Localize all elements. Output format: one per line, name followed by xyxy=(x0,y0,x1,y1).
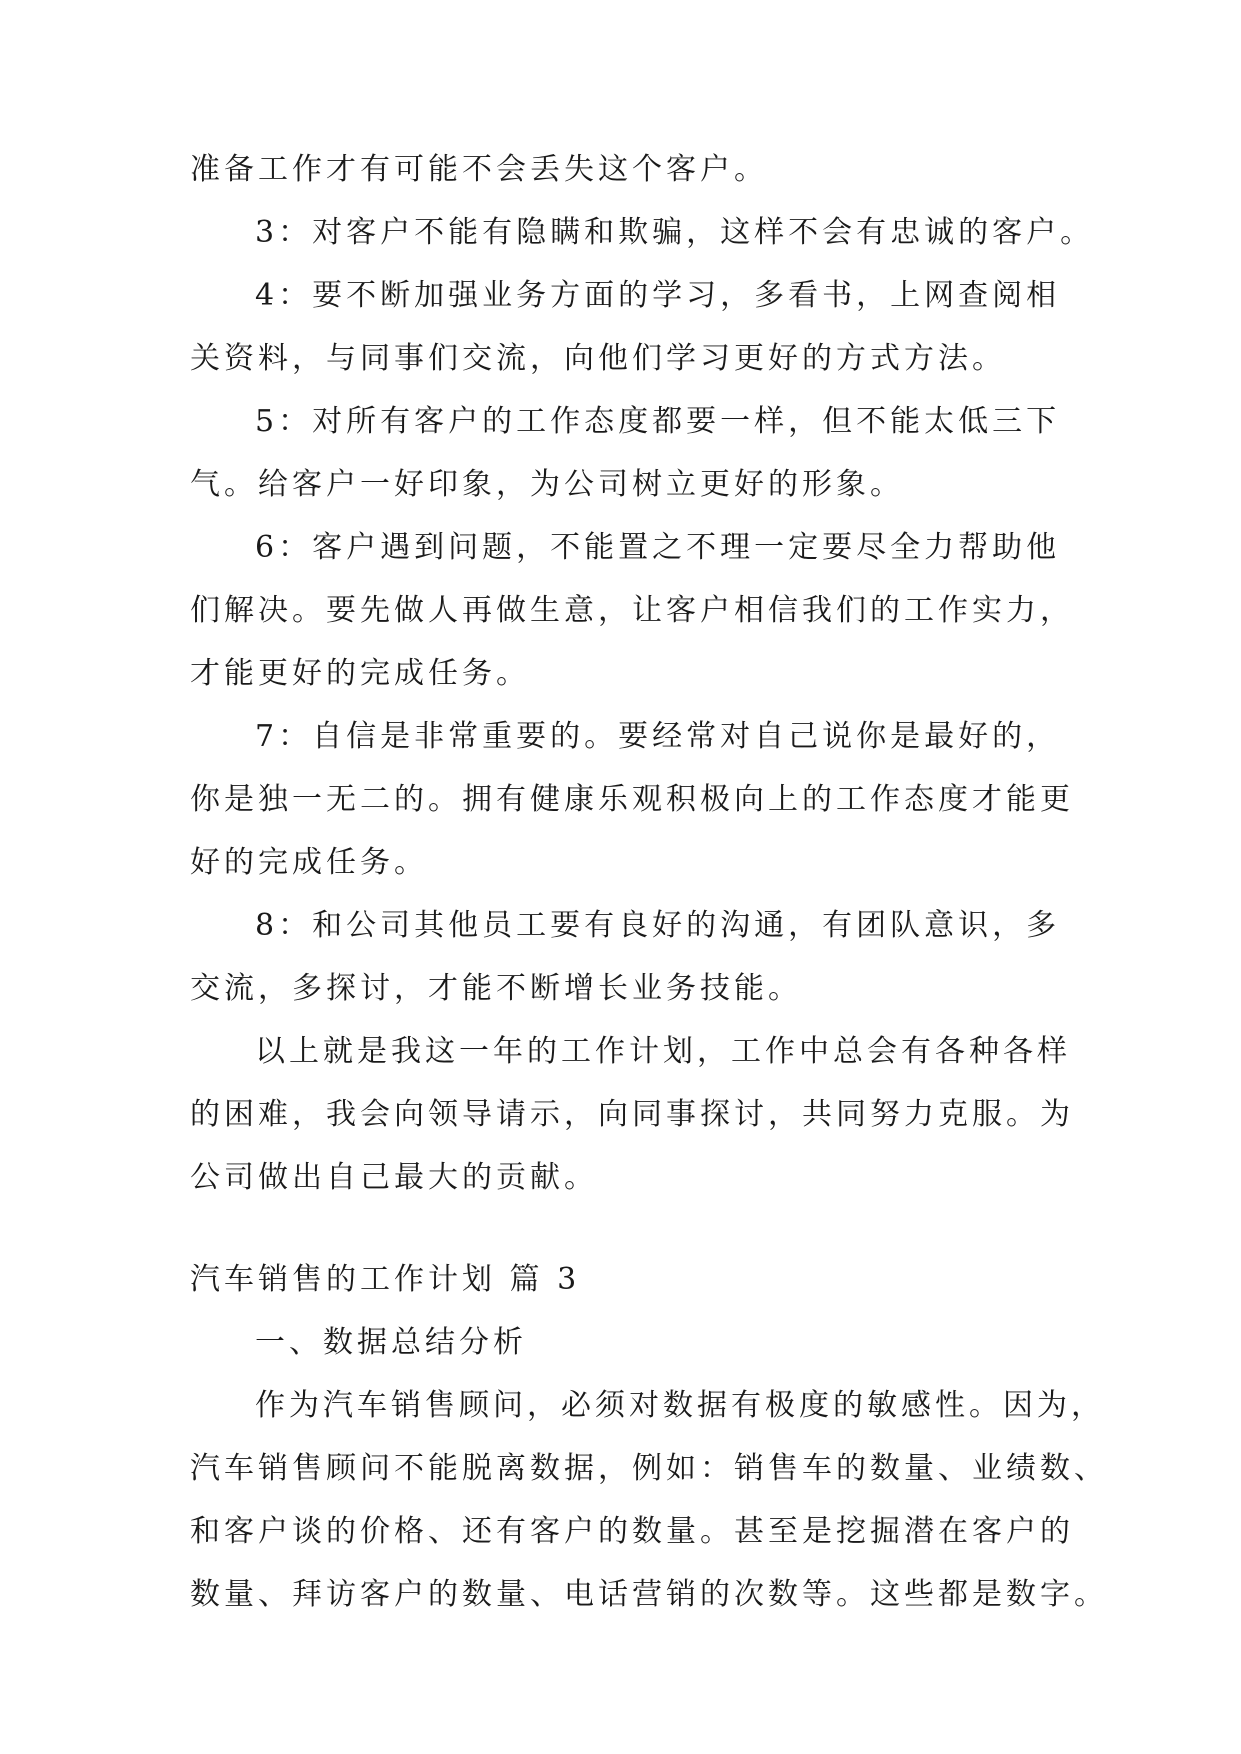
list-item-8: 8：和公司其他员工要有良好的沟通，有团队意识，多 xyxy=(255,908,1061,943)
paragraph-line: 好的完成任务。 xyxy=(190,845,428,880)
paragraph-line: 气。给客户一好印象，为公司树立更好的形象。 xyxy=(190,467,904,502)
list-item-5: 5：对所有客户的工作态度都要一样，但不能太低三下 xyxy=(255,404,1061,439)
paragraph-line: 汽车销售顾问不能脱离数据，例如：销售车的数量、业绩数、 xyxy=(190,1451,1108,1486)
paragraph-line: 才能更好的完成任务。 xyxy=(190,656,530,691)
paragraph-line: 和客户谈的价格、还有客户的数量。甚至是挖掘潜在客户的 xyxy=(190,1514,1074,1549)
paragraph-line: 公司做出自己最大的贡献。 xyxy=(190,1160,598,1195)
subsection-heading: 一、数据总结分析 xyxy=(255,1325,527,1360)
paragraph-line: 的困难，我会向领导请示，向同事探讨，共同努力克服。为 xyxy=(190,1097,1074,1132)
list-item-6: 6：客户遇到问题，不能置之不理一定要尽全力帮助他 xyxy=(255,530,1061,565)
closing-paragraph: 以上就是我这一年的工作计划，工作中总会有各种各样 xyxy=(255,1034,1071,1069)
list-item-3: 3：对客户不能有隐瞒和欺骗，这样不会有忠诚的客户。 xyxy=(255,215,1095,250)
paragraph-line: 你是独一无二的。拥有健康乐观积极向上的工作态度才能更 xyxy=(190,782,1074,817)
paragraph-line: 关资料，与同事们交流，向他们学习更好的方式方法。 xyxy=(190,341,1006,376)
list-item-4: 4：要不断加强业务方面的学习，多看书，上网查阅相 xyxy=(255,278,1061,313)
paragraph-line: 们解决。要先做人再做生意，让客户相信我们的工作实力， xyxy=(190,593,1074,628)
list-item-7: 7：自信是非常重要的。要经常对自己说你是最好的， xyxy=(255,719,1061,754)
paragraph-line: 数量、拜访客户的数量、电话营销的次数等。这些都是数字。 xyxy=(190,1577,1108,1612)
section-heading: 汽车销售的工作计划 篇 3 xyxy=(190,1262,581,1297)
paragraph-line: 准备工作才有可能不会丢失这个客户。 xyxy=(190,152,768,187)
paragraph-line: 交流，多探讨，才能不断增长业务技能。 xyxy=(190,971,802,1006)
body-paragraph: 作为汽车销售顾问，必须对数据有极度的敏感性。因为， xyxy=(255,1388,1105,1423)
